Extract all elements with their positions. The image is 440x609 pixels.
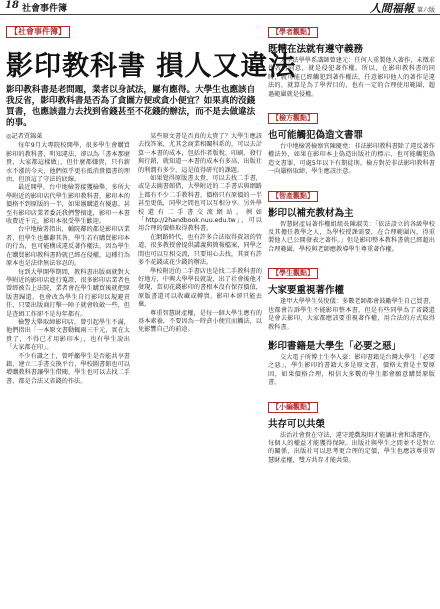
opinion-student-2 xyxy=(268,338,435,388)
article-paragraph: 不少有識之士，曾呼籲學生是否能共享書籍、建立二手書交換平台，學校圖書館也可以增購教科書讓學生借閱，學生也可以去找二手書，都是合法又省錢的作法。 xyxy=(6,352,130,385)
article-paragraph: 最近開學，台中地檢署接獲檢舉，多所大學附近的影印店代學生影印教科書，影印本的價格不到原版的一半，如果團購還有優惠。甚至有影印店業者委託我們警擅進，影印一本書收費近千元，影印本很受學生歡迎。 xyxy=(6,184,130,226)
opinion-tag: 【檢方觀點】 xyxy=(268,113,318,124)
opinion-title: 也可能觸犯偽造文書罪 xyxy=(268,130,364,142)
article-headline: 影印教科書 損人又違法 xyxy=(6,51,297,82)
opinion-body: 法治社會貴在守法，違守遊戲規則才能讓社會和諧運作，每個人的權益才能獲得保障。出版社與學生之間並不是對立的關係，出版社可以思考更合理的定價，學生也應該尊重智慧財產權，雙方共存才能共榮。 xyxy=(268,431,435,464)
opinion-body: 大學法學學系講師曾建元：任何人重製他人著作，未徵求作者的同意，就是侵犯著作權。所以，在影印教科書的同時，就可能已經觸犯到著作權法，任意影印他人的著作是違法的，就算是為了學習目的，也有一定的合理使用範圍，超過範圍就是侵權。 xyxy=(268,57,435,98)
opinion-student xyxy=(268,260,435,332)
article-paragraph: 某些原文書是否真的太貴了？大學生應該去找答案，尤其念商業相關科系的，可以去計算一本書的成本，包括作者版稅、印刷、發行與行銷，就知道一本書的成本有多高，出版社的利潤有多少，這是值得研究的課題。 xyxy=(138,133,262,174)
opinion-tag: 【小編觀點】 xyxy=(268,402,318,413)
article-byline: ◎記者賈錦萊 xyxy=(6,133,43,140)
opinion-title: 影印以補充教材為主 xyxy=(268,207,354,219)
article-paragraph: 尊重智慧財產權，是每一個大學生應有的基本素養，不要因為一時貪小便宜而觸法，以免影響自己的前途。 xyxy=(138,309,262,334)
page-header xyxy=(0,0,440,15)
opinion-body: 智慧財產局著作權組組長陳淑美：「依法設立的各級學校及其擔任教學之人，為學校授課需要，在合理範圍內，得重製他人已公開發表之著作。」但是影印整本教科書就已經超出合理範圍，學校與老師應教導學生尊重著作權。 xyxy=(268,220,435,253)
article-paragraph: 如果覺得原版書太貴，可以去找二手書，或是去圖書館借，大學附近的二手書店與網路上都有不少二手教科書，價格只有原價的一半甚至更低，同學之間也可以互相分享。另外學校還有二手書交流網站，例如「http://2handbook.nuu.edu.tw」，可以用合理的價格取得教科書。 xyxy=(138,175,262,233)
article-paragraph: 每年9月大專院校開學，很多學生會購買影印的教科書，明知違法，卻以為「書本那麼貴，大家都這樣做」，但什麼都嫌貴，只有薪水不漲的今天，他們似乎更有抵消貴價書的理由，但頂這了守法的底線。 xyxy=(6,142,130,184)
opinion-body: 交大電子所博士生李人豪：影印書籍是台灣大學生「必要之惡」，學生影印的書籍大多是原文書，價格太貴是主要原因，如果價格合理，相信大多數的學生都會願意購買原版書。 xyxy=(268,353,435,387)
publication-title: 人間福報 xyxy=(369,2,414,15)
opinion-tag: 【智產觀點】 xyxy=(268,191,318,202)
article-paragraph: 在網路時代，也有許多合法取得資訊的管道，很多教授會提供講義與簡報檔案，同學之間也可以互相交流，只要用心去找，其實有許多不花錢或花少錢的辦法。 xyxy=(138,233,262,267)
publication-edition: 第六版 xyxy=(416,7,435,14)
article-tag: 【社會事件簿】 xyxy=(6,26,70,38)
opinion-title: 既糟在法就有遵守義務 xyxy=(268,44,364,55)
article-paragraph: 台中地檢署指出，輔院鄰的都是影印店業者，但學生也難辭其咎，學生若有購買影印本的行為，也可能構成違反著作權法，因為學生在購買影印教科書時就已經在侵權，這種行為原本也是法律無法容忍的。 xyxy=(6,226,130,268)
opinion-body: 台中地檢署檢察官陳慶堯：非法影印教科書除了違反著作權法外，如果在影印本上偽造出版社的標示，也可能觸犯偽造文書罪，可處5年以下有期徒刑。檢方對於非法影印教科書一向嚴格取締，學生應該注意。 xyxy=(268,143,435,176)
opinion-prosecutor xyxy=(268,105,435,177)
article-paragraph: 學校附近的二手書店也是找二手教科書的好地方，中興大學學長就說，出了社會後他才發現，當初花錢影印的書根本沒有保存價值，原版書還可以收藏或轉賣，影印本卻只能丟棄。 xyxy=(138,267,262,309)
opinion-title: 大家要重視著作權 xyxy=(268,285,345,297)
opinion-ip-office xyxy=(268,183,435,255)
opinion-title: 影印書籍是大學生「必要之惡」 xyxy=(268,340,402,352)
opinion-tag: 【學生觀點】 xyxy=(268,268,318,279)
opinion-title: 共存可以共榮 xyxy=(268,418,326,430)
publication-name xyxy=(370,0,435,16)
opinion-tag: 【學者觀點】 xyxy=(268,27,318,38)
section-name: 社會事件簿 xyxy=(22,4,68,14)
article-column-2 xyxy=(138,133,262,335)
article-paragraph: 檢警大舉取締影印店，曾引起學生不滿，他們指出「一本原文書動輒兩三千元，實在太貴了，不得已才用影印本」，也有學生說出「大家都在印」。 xyxy=(6,318,130,352)
page-number: 18 xyxy=(5,0,19,11)
sidebar-opinions xyxy=(268,19,435,605)
opinion-scholar xyxy=(268,19,435,99)
opinion-body: 逢甲大學學生吳悅儀：多數老師都會鼓勵學生自己買書，也都會告訴學生不能影印整本書，但是有些同學為了省錢還是會去影印，大家都應該要重視著作權，用合法的方式取得教科書。 xyxy=(268,298,435,331)
article-column-1 xyxy=(6,133,130,386)
opinion-editor xyxy=(268,394,435,466)
article-lead: 影印教科書是老問題，業者以身試法，屢有應得。大學生也應該自我反省，影印教科書是否為了貪圖方便或貪小便宜？如果真的沒錢買書，也應該盡力去找到省錢甚至不花錢的辦法，而不是去做違法的事。 xyxy=(6,85,256,128)
article-paragraph: 每到大學開學期間，教科書出版商就對大學附近的影印店進行蒐證，很多影印店業者也曾經被告上法院，業者會在學生購買後就把原版書歸還，也會改為學生自行影印以規避責任，只要出版商打擊一陣子就會收斂一些，但是查緝工作卻不是每年都有。 xyxy=(6,268,130,318)
